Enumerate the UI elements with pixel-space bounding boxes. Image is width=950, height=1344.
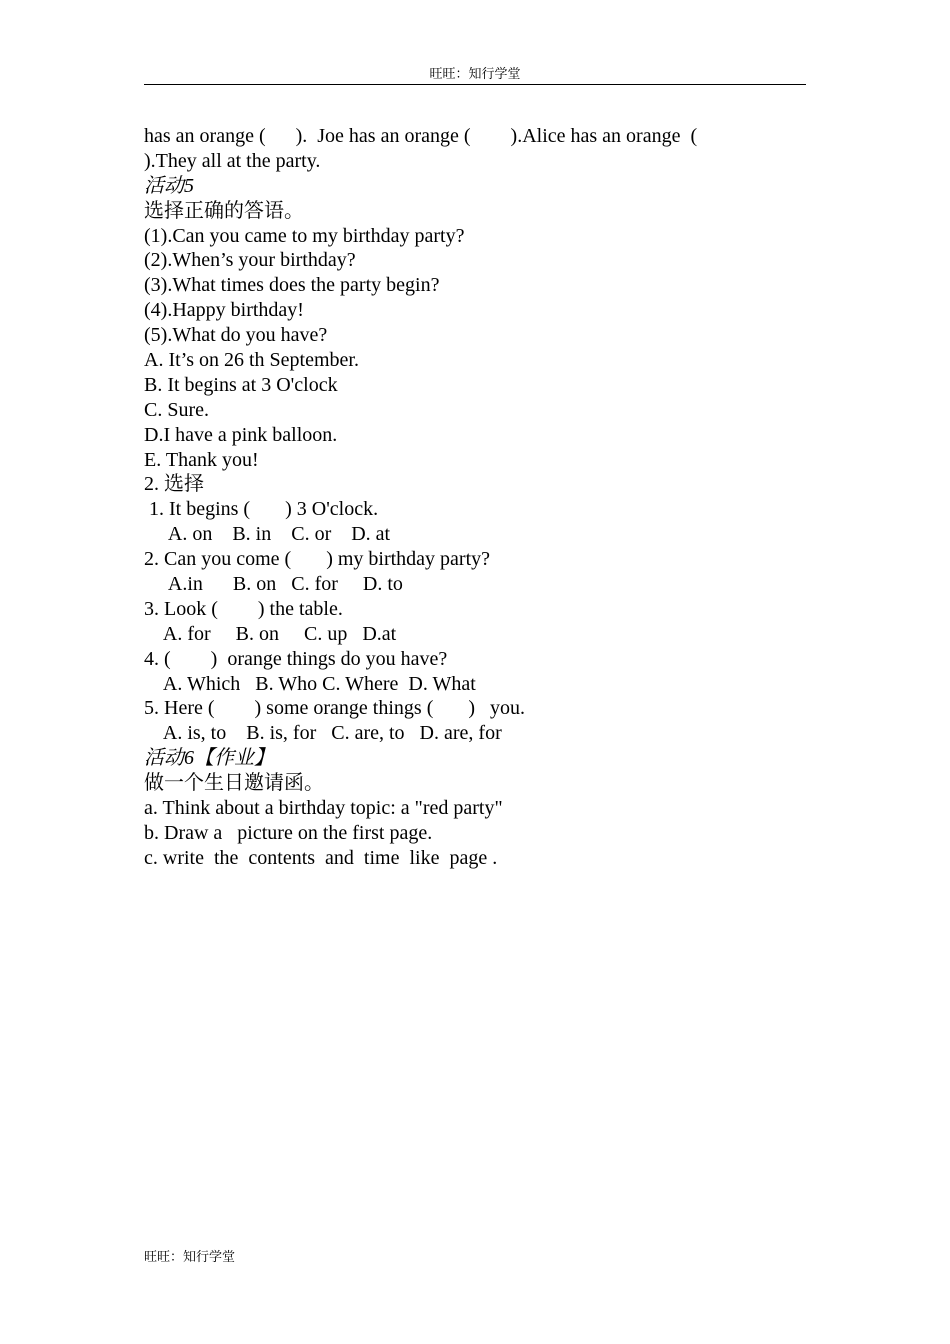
section-heading-activity-6: 活动6【作业】 bbox=[144, 747, 274, 770]
choice-options: A.in B. on C. for D. to bbox=[144, 573, 403, 596]
question-line: 2. Can you come ( ) my birthday party? bbox=[144, 548, 491, 571]
page-footer bbox=[144, 1247, 235, 1267]
question-line: 5. Here ( ) some orange things ( ) you. bbox=[144, 697, 526, 720]
answer-option: A. It’s on 26 th September. bbox=[144, 349, 359, 372]
answer-option: D.I have a pink balloon. bbox=[144, 423, 338, 446]
question-line: 3. Look ( ) the table. bbox=[144, 597, 343, 620]
header-text: 旺旺：知行学堂 bbox=[429, 66, 521, 81]
footer-text: 旺旺：知行学堂 bbox=[144, 1249, 236, 1264]
text-line: ).They all at the party. bbox=[144, 149, 321, 172]
choice-options: A. Which B. Who C. Where D. What bbox=[144, 672, 476, 695]
answer-option: B. It begins at 3 O'clock bbox=[144, 373, 338, 396]
section-heading-activity-5: 活动5 bbox=[144, 174, 194, 197]
choice-options: A. for B. on C. up D.at bbox=[144, 622, 397, 645]
instruction-text: 选择正确的答语。 bbox=[144, 199, 304, 222]
question-line: 1. It begins ( ) 3 O'clock. bbox=[144, 498, 379, 521]
answer-option: C. Sure. bbox=[144, 398, 209, 421]
question-line: (2).When’s your birthday? bbox=[144, 249, 356, 272]
homework-item: a. Think about a birthday topic: a "red party" bbox=[144, 797, 503, 820]
question-line: (3).What times does the party begin? bbox=[144, 274, 440, 297]
document-body bbox=[144, 124, 784, 871]
page-header bbox=[144, 64, 806, 85]
section-heading-choice: 2. 选择 bbox=[144, 473, 204, 496]
question-line: (1).Can you came to my birthday party? bbox=[144, 224, 465, 247]
question-line: (4).Happy birthday! bbox=[144, 299, 304, 322]
choice-options: A. is, to B. is, for C. are, to D. are, for bbox=[144, 722, 502, 745]
homework-item: b. Draw a picture on the first page. bbox=[144, 821, 433, 844]
choice-options: A. on B. in C. or D. at bbox=[144, 523, 391, 546]
question-line: 4. ( ) orange things do you have? bbox=[144, 647, 448, 670]
instruction-text: 做一个生日邀请函。 bbox=[144, 772, 324, 795]
question-line: (5).What do you have? bbox=[144, 324, 328, 347]
homework-item: c. write the contents and time like page . bbox=[144, 846, 498, 869]
answer-option: E. Thank you! bbox=[144, 448, 259, 471]
text-line: has an orange ( ). Joe has an orange ( ).Alice has an orange ( bbox=[144, 125, 698, 147]
